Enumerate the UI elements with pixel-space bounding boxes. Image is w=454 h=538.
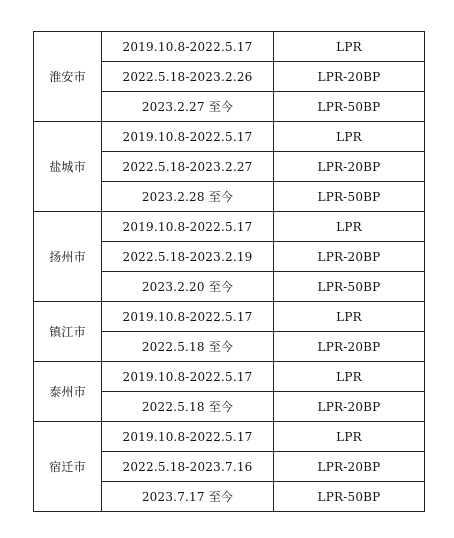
period-cell: 2022.5.18-2023.7.16 [102,452,274,482]
rate-cell: LPR [274,422,425,452]
rate-cell: LPR-20BP [274,242,425,272]
table-row [34,212,425,242]
table-row [34,362,425,392]
period-cell: 2022.5.18-2023.2.26 [102,62,274,92]
period-cell: 2022.5.18-2023.2.19 [102,242,274,272]
period-cell: 2022.5.18-2023.2.27 [102,152,274,182]
rate-cell: LPR-20BP [274,62,425,92]
rate-cell: LPR-50BP [274,182,425,212]
period-cell: 2019.10.8-2022.5.17 [102,302,274,332]
table-row [34,422,425,452]
city-cell: 盐城市 [34,122,102,212]
rate-cell: LPR [274,212,425,242]
period-cell: 2023.2.27 至今 [102,92,274,122]
rate-cell: LPR-50BP [274,272,425,302]
rate-cell: LPR [274,32,425,62]
rate-cell: LPR-50BP [274,482,425,512]
table-row [34,122,425,152]
rate-cell: LPR [274,362,425,392]
period-cell: 2022.5.18 至今 [102,332,274,362]
table-row [34,32,425,62]
period-cell: 2019.10.8-2022.5.17 [102,122,274,152]
period-cell: 2019.10.8-2022.5.17 [102,362,274,392]
period-cell: 2019.10.8-2022.5.17 [102,212,274,242]
period-cell: 2023.7.17 至今 [102,482,274,512]
period-cell: 2023.2.20 至今 [102,272,274,302]
rate-cell: LPR-20BP [274,392,425,422]
city-cell: 宿迁市 [34,422,102,512]
city-cell: 淮安市 [34,32,102,122]
period-cell: 2022.5.18 至今 [102,392,274,422]
rate-cell: LPR-20BP [274,152,425,182]
rate-cell: LPR-20BP [274,332,425,362]
period-cell: 2019.10.8-2022.5.17 [102,422,274,452]
period-cell: 2019.10.8-2022.5.17 [102,32,274,62]
table-row [34,302,425,332]
period-cell: 2023.2.28 至今 [102,182,274,212]
rate-table [33,31,425,512]
city-cell: 泰州市 [34,362,102,422]
rate-cell: LPR-20BP [274,452,425,482]
rate-cell: LPR-50BP [274,92,425,122]
city-cell: 扬州市 [34,212,102,302]
rate-table-body [34,32,425,512]
rate-cell: LPR [274,302,425,332]
city-cell: 镇江市 [34,302,102,362]
rate-cell: LPR [274,122,425,152]
